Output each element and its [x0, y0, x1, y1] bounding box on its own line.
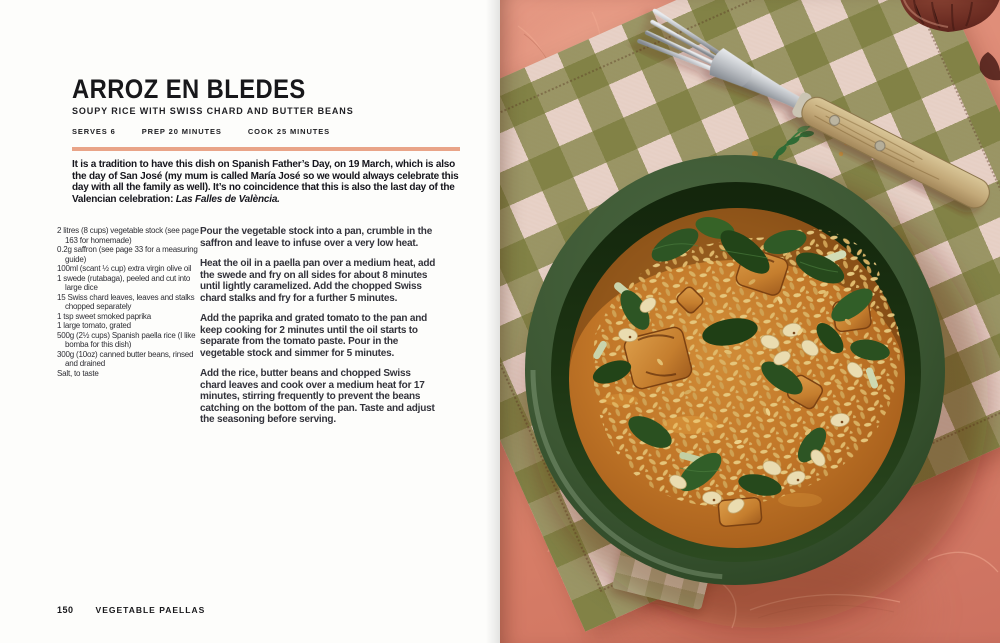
method-step: Add the rice, butter beans and chopped Swiss chard leaves and cook over a medium heat for 17 minutes, stirring frequently to prevent the beans catching on the bottom of the pan. Taste and adjust the seasoning before serving. [200, 368, 435, 425]
ingredient-item: 1 tsp sweet smoked paprika [57, 311, 151, 321]
cook-time-label: COOK 25 MINUTES [247, 127, 331, 136]
recipe-meta [72, 127, 330, 136]
intro-italic-text: Las Falles de València. [175, 193, 280, 205]
method-step: Heat the oil in a paella pan over a medium heat, add the swede and fry on all sides for about 8 minutes until lightly caramelized. Add the chopped Swiss chard stalks and fry for a further 5 minutes. [200, 258, 436, 304]
ingredient-item: 500g (2½ cups) Spanish paella rice (I like bomba for this dish) [57, 330, 196, 349]
section-title: VEGETABLE PAELLAS [95, 605, 206, 615]
method-step: Pour the vegetable stock into a pan, crumble in the saffron and leave to infuse over a very low heat. [200, 226, 433, 249]
ingredient-item: Salt, to taste [57, 368, 99, 378]
ingredient-item: 1 large tomato, grated [57, 321, 131, 330]
ingredient-item: 300g (10oz) canned butter beans, rinsed and drained [57, 349, 194, 368]
ingredient-item: 100ml (scant ½ cup) extra virgin olive oil [57, 264, 192, 273]
serves-label: SERVES 6 [72, 127, 116, 136]
intro-paragraph [72, 159, 468, 205]
ingredient-item: 15 Swiss chard leaves, leaves and stalks chopped separately [57, 292, 195, 311]
bowl-of-rice [500, 0, 1000, 643]
prep-time-label: PREP 20 MINUTES [141, 127, 222, 136]
method-paragraphs [200, 226, 436, 435]
food-photo-page [500, 0, 1000, 643]
page-number: 150 [57, 605, 74, 615]
intro-text: It is a tradition to have this dish on Spanish Father’s Day, on 19 March, which is also the day of San José (my mum is called María José so we would always celebrate this day with all the family as well). It’s no coincidence that this is also the last day of the Valencian celebration: [72, 159, 459, 205]
ingredient-item: 0.2g saffron (see page 33 for a measuring guide) [57, 245, 198, 264]
ingredient-item: 1 swede (rutabaga), peeled and cut into large dice [57, 273, 191, 292]
ingredients-list [57, 226, 203, 378]
page-footer [57, 605, 205, 615]
method-step: Add the paprika and grated tomato to the pan and keep cooking for 2 minutes until the oil starts to separate from the tomato paste. Pour in the vegetable stock and simmer for 5 minutes. [200, 313, 428, 359]
recipe-title: ARROZ EN BLEDES [72, 74, 306, 104]
ingredient-item: 2 litres (8 cups) vegetable stock (see page 163 for homemade) [57, 226, 199, 245]
recipe-subtitle: SOUPY RICE WITH SWISS CHARD AND BUTTER BEANS [72, 106, 354, 116]
accent-divider-rule [72, 147, 460, 151]
